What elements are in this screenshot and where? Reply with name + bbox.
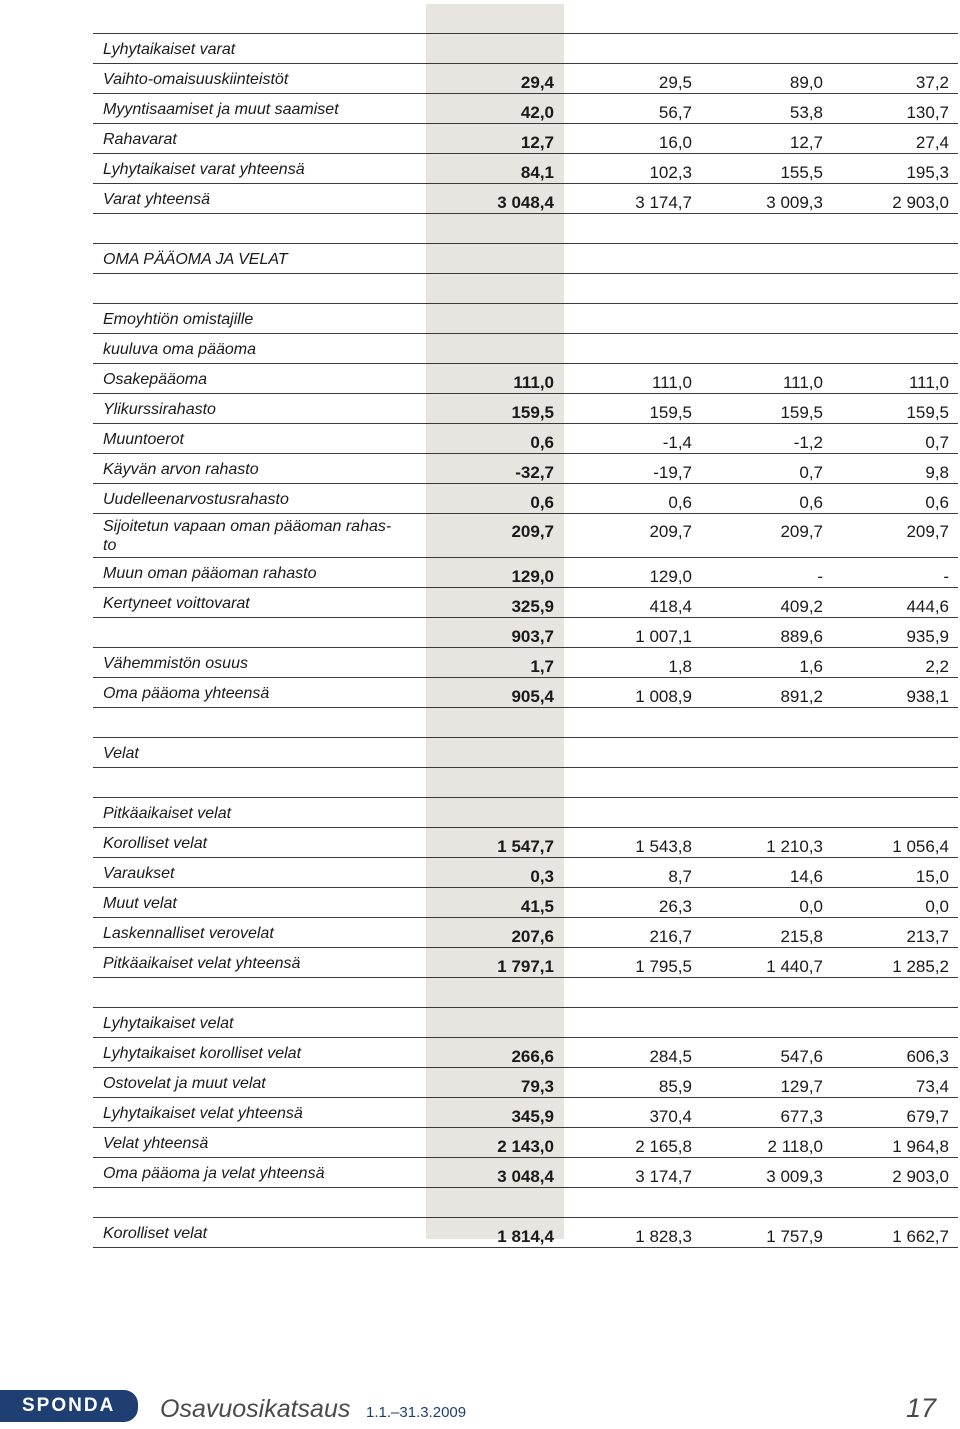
table-row (93, 334, 958, 364)
value-col-3: 2 118,0 (767, 1137, 823, 1156)
value-col-1: 1 547,7 (497, 837, 554, 856)
table-row (93, 708, 958, 738)
value-col-2: 1 828,3 (635, 1227, 692, 1246)
table-row (93, 514, 958, 558)
value-col-3: 1 440,7 (766, 957, 823, 976)
value-col-1: 0,3 (530, 867, 554, 886)
value-col-3: 12,7 (789, 133, 823, 152)
value-col-3: 0,7 (799, 463, 823, 482)
table-row (93, 888, 958, 918)
value-col-4: 73,4 (915, 1077, 949, 1096)
value-col-3: 547,6 (780, 1047, 823, 1066)
value-col-2: 1 795,5 (635, 957, 692, 976)
row-label: Laskennalliset verovelat (103, 925, 274, 942)
value-col-1: 129,0 (511, 567, 554, 586)
value-col-2: 111,0 (651, 373, 692, 392)
table-row (93, 124, 958, 154)
value-col-4: 27,4 (915, 133, 949, 152)
value-col-4: 2 903,0 (892, 193, 949, 212)
table-row (93, 424, 958, 454)
value-col-3: - (817, 567, 823, 586)
value-col-3: 677,3 (780, 1107, 823, 1126)
page-footer (0, 1386, 960, 1426)
table-row (93, 454, 958, 484)
value-col-4: 0,6 (925, 493, 949, 512)
value-col-4: 111,0 (908, 373, 949, 392)
table-row (93, 1218, 958, 1248)
value-col-2: 284,5 (649, 1047, 692, 1066)
value-col-4: 195,3 (906, 163, 949, 182)
table-row (93, 618, 958, 648)
value-col-1: 3 048,4 (497, 193, 554, 212)
table-row (93, 978, 958, 1008)
table-row (93, 214, 958, 244)
row-label: kuuluva oma pääoma (103, 341, 256, 358)
row-label: Lyhytaikaiset korolliset velat (103, 1045, 302, 1062)
value-col-1: 266,6 (511, 1047, 554, 1066)
table-row (93, 94, 958, 124)
value-col-4: 0,7 (925, 433, 949, 452)
value-col-3: 53,8 (789, 103, 823, 122)
value-col-1: 84,1 (520, 163, 554, 182)
value-col-1: 903,7 (511, 627, 554, 646)
value-col-1: 1 797,1 (497, 957, 554, 976)
value-col-4: 1 056,4 (892, 837, 949, 856)
value-col-4: 1 662,7 (892, 1227, 949, 1246)
value-col-2: 216,7 (649, 927, 692, 946)
sponda-logo (0, 1390, 138, 1422)
table-row (93, 918, 958, 948)
value-col-1: 12,7 (520, 133, 554, 152)
row-label: Pitkäaikaiset velat yhteensä (103, 955, 301, 972)
row-label: Sijoitetun vapaan oman pääoman rahas- to (103, 518, 392, 554)
table-row (93, 828, 958, 858)
value-col-3: 155,5 (780, 163, 823, 182)
value-col-2: 16,0 (658, 133, 692, 152)
value-col-2: 1 008,9 (635, 687, 692, 706)
table-row (93, 244, 958, 274)
table-row (93, 1128, 958, 1158)
value-col-2: 1 007,1 (635, 627, 692, 646)
value-col-4: 9,8 (925, 463, 949, 482)
logo-text: SPONDA (22, 1395, 116, 1416)
row-label: Vaihto-omaisuuskiinteistöt (103, 71, 289, 88)
value-col-1: 1 814,4 (497, 1227, 554, 1246)
value-col-2: 102,3 (649, 163, 692, 182)
value-col-3: 0,6 (799, 493, 823, 512)
table-row (93, 304, 958, 334)
value-col-2: 2 165,8 (635, 1137, 692, 1156)
value-col-4: - (943, 567, 949, 586)
row-label: Varat yhteensä (103, 191, 211, 208)
value-col-3: 209,7 (780, 522, 823, 541)
row-label: Velat yhteensä (103, 1135, 209, 1152)
value-col-2: -1,4 (662, 433, 692, 452)
value-col-4: 209,7 (906, 522, 949, 541)
value-col-3: 1,6 (799, 657, 823, 676)
value-col-4: 1 964,8 (892, 1137, 949, 1156)
row-label: Rahavarat (103, 131, 177, 148)
row-label: Korolliset velat (103, 835, 208, 852)
row-label: Pitkäaikaiset velat (103, 805, 232, 822)
table-row (93, 558, 958, 588)
report-period: 1.1.–31.3.2009 (366, 1404, 467, 1421)
value-col-2: 129,0 (649, 567, 692, 586)
value-col-3: 891,2 (780, 687, 823, 706)
value-col-2: 1 543,8 (635, 837, 692, 856)
value-col-2: 8,7 (668, 867, 692, 886)
row-label: Osakepääoma (103, 371, 208, 388)
value-col-2: 26,3 (658, 897, 692, 916)
value-col-1: 0,6 (530, 433, 554, 452)
table-row (93, 1038, 958, 1068)
table-row (93, 1188, 958, 1218)
row-label: Uudelleenarvostusrahasto (103, 491, 289, 508)
value-col-4: 606,3 (906, 1047, 949, 1066)
row-label: Ylikurssirahasto (103, 401, 216, 418)
row-label: OMA PÄÄOMA JA VELAT (103, 251, 288, 268)
value-col-1: 2 143,0 (497, 1137, 554, 1156)
value-col-3: 129,7 (780, 1077, 823, 1096)
table-row (93, 364, 958, 394)
table-row (93, 394, 958, 424)
value-col-1: 905,4 (511, 687, 554, 706)
value-col-2: 29,5 (658, 73, 692, 92)
table-row (93, 184, 958, 214)
value-col-1: 111,0 (513, 373, 554, 392)
value-col-4: 15,0 (915, 867, 949, 886)
value-col-2: 159,5 (649, 403, 692, 422)
value-col-1: 325,9 (511, 597, 554, 616)
value-col-3: 409,2 (780, 597, 823, 616)
table-row (93, 1098, 958, 1128)
value-col-4: 0,0 (925, 897, 949, 916)
row-label: Muun oman pääoman rahasto (103, 565, 317, 582)
table-row (93, 64, 958, 94)
publication-title: Osavuosikatsaus (160, 1395, 351, 1423)
row-label: Lyhytaikaiset velat (103, 1015, 234, 1032)
row-label: Kertyneet voittovarat (103, 595, 250, 612)
row-label: Myyntisaamiset ja muut saamiset (103, 101, 339, 118)
table-row (93, 1068, 958, 1098)
value-col-3: 89,0 (789, 73, 823, 92)
table-row (93, 34, 958, 64)
value-col-3: 14,6 (789, 867, 823, 886)
table-row (93, 678, 958, 708)
value-col-3: 0,0 (799, 897, 823, 916)
row-label: Käyvän arvon rahasto (103, 461, 259, 478)
value-col-3: 159,5 (780, 403, 823, 422)
row-label: Oma pääoma ja velat yhteensä (103, 1165, 325, 1182)
row-label: Vähemmistön osuus (103, 655, 248, 672)
value-col-4: 2,2 (925, 657, 949, 676)
page-number: 17 (905, 1393, 936, 1423)
value-col-2: 1,8 (668, 657, 692, 676)
row-label: Ostovelat ja muut velat (103, 1075, 266, 1092)
value-col-1: 207,6 (511, 927, 554, 946)
value-col-3: -1,2 (793, 433, 823, 452)
value-col-4: 935,9 (906, 627, 949, 646)
table-row (93, 4, 958, 34)
row-label: Emoyhtiön omistajille (103, 311, 254, 328)
value-col-1: 209,7 (511, 522, 554, 541)
table-row (93, 738, 958, 768)
row-label: Muuntoerot (103, 431, 184, 448)
value-col-1: 41,5 (520, 897, 554, 916)
row-label: Korolliset velat (103, 1225, 208, 1242)
value-col-3: 1 757,9 (766, 1227, 823, 1246)
value-col-4: 938,1 (906, 687, 949, 706)
table-row (93, 858, 958, 888)
value-col-4: 213,7 (906, 927, 949, 946)
table-row (93, 484, 958, 514)
value-col-4: 1 285,2 (892, 957, 949, 976)
value-col-2: -19,7 (653, 463, 692, 482)
table-row (93, 798, 958, 828)
value-col-4: 37,2 (915, 73, 949, 92)
value-col-4: 130,7 (906, 103, 949, 122)
row-label: Velat (103, 745, 139, 762)
value-col-3: 889,6 (780, 627, 823, 646)
value-col-2: 3 174,7 (635, 1167, 692, 1186)
value-col-4: 2 903,0 (892, 1167, 949, 1186)
value-col-2: 85,9 (658, 1077, 692, 1096)
table-row (93, 1008, 958, 1038)
table-row (93, 1158, 958, 1188)
value-col-2: 3 174,7 (635, 193, 692, 212)
value-col-4: 444,6 (906, 597, 949, 616)
value-col-3: 111,0 (782, 373, 823, 392)
row-label: Varaukset (103, 865, 175, 882)
value-col-1: 1,7 (530, 657, 554, 676)
value-col-1: 79,3 (520, 1077, 554, 1096)
row-label: Muut velat (103, 895, 177, 912)
value-col-4: 159,5 (906, 403, 949, 422)
value-col-2: 370,4 (649, 1107, 692, 1126)
value-col-2: 0,6 (668, 493, 692, 512)
value-col-1: 0,6 (530, 493, 554, 512)
balance-sheet-table (93, 4, 958, 1248)
value-col-1: -32,7 (515, 463, 554, 482)
value-col-4: 679,7 (906, 1107, 949, 1126)
value-col-2: 209,7 (649, 522, 692, 541)
table-row (93, 768, 958, 798)
table-row (93, 648, 958, 678)
table-row (93, 154, 958, 184)
value-col-1: 29,4 (520, 73, 554, 92)
value-col-3: 215,8 (780, 927, 823, 946)
row-label: Oma pääoma yhteensä (103, 685, 270, 702)
row-label: Lyhytaikaiset varat yhteensä (103, 161, 305, 178)
value-col-2: 56,7 (658, 103, 692, 122)
row-label: Lyhytaikaiset velat yhteensä (103, 1105, 303, 1122)
value-col-3: 3 009,3 (766, 1167, 823, 1186)
value-col-3: 3 009,3 (766, 193, 823, 212)
value-col-1: 3 048,4 (497, 1167, 554, 1186)
row-label: Lyhytaikaiset varat (103, 41, 236, 58)
value-col-3: 1 210,3 (766, 837, 823, 856)
value-col-1: 345,9 (511, 1107, 554, 1126)
table-row (93, 948, 958, 978)
table-row (93, 588, 958, 618)
value-col-2: 418,4 (649, 597, 692, 616)
value-col-1: 159,5 (511, 403, 554, 422)
table-row (93, 274, 958, 304)
value-col-1: 42,0 (520, 103, 554, 122)
